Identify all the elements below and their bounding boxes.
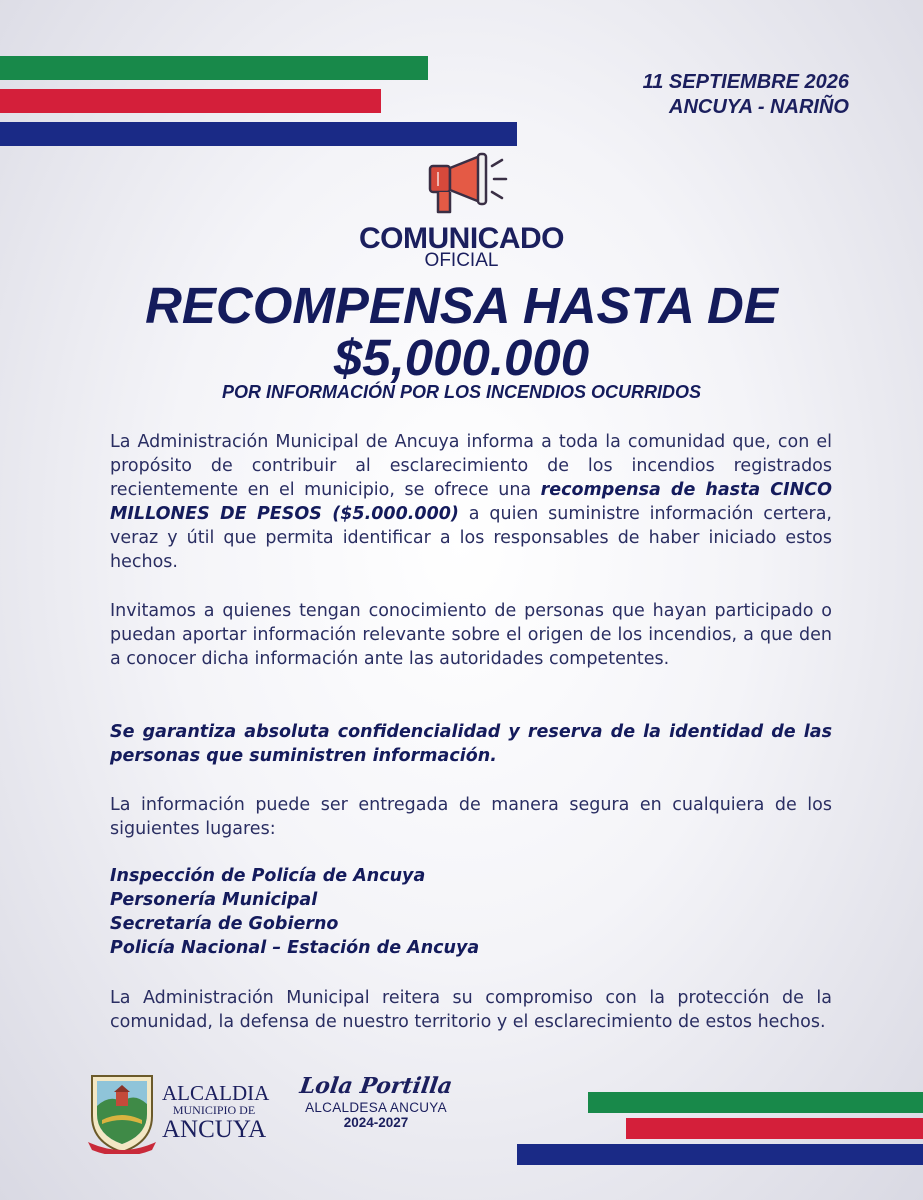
- bottom-stripe-red: [626, 1118, 923, 1139]
- municipal-shield-icon: [88, 1072, 156, 1154]
- megaphone-icon: [428, 152, 514, 218]
- reward-amount-text: recompensa de hasta CINCO MILLONES DE PESOS ($5.000.000): [110, 480, 832, 524]
- top-stripe-red: [0, 89, 381, 113]
- paragraph-1-end: a quien suministre información certera, veraz y útil que permita identificar a los responsables de haber iniciado estos hechos.: [110, 504, 832, 572]
- signature-term: 2024-2027: [343, 1115, 409, 1130]
- bottom-stripe-blue: [517, 1144, 923, 1165]
- date-location: [643, 70, 849, 120]
- list-item: Inspección de Policía de Ancuya: [110, 866, 426, 886]
- headline-subtitle: POR INFORMACIÓN POR LOS INCENDIOS OCURRIDOS: [221, 382, 702, 402]
- alcaldia-line-3: ANCUYA: [162, 1116, 267, 1143]
- signature-name: Lola Portilla: [298, 1073, 454, 1099]
- signature-role: ALCALDESA ANCUYA: [305, 1100, 447, 1115]
- headline-line-1: RECOMPENSA HASTA DE: [145, 277, 778, 334]
- top-stripe-blue: [0, 122, 517, 146]
- alcaldia-logo-text: [162, 1081, 270, 1143]
- alcaldia-line-1: ALCALDIA: [162, 1081, 270, 1105]
- locations-list: [110, 864, 479, 960]
- paragraph-commitment: La Administración Municipal reitera su compromiso con la protección de la comunidad, la defensa de nuestro territorio y el esclarecimiento de estos hechos.: [110, 988, 832, 1032]
- comunicado-title: COMUNICADO: [359, 222, 564, 255]
- comunicado-badge: [0, 222, 923, 270]
- location: ANCUYA - NARIÑO: [669, 96, 849, 118]
- headline-amount: $5,000.000: [333, 329, 590, 386]
- paragraph-announcement: [110, 430, 832, 574]
- paragraph-1-start: La Administración Municipal de Ancuya informa a toda la comunidad que, con el propósito de contribuir al esclarecimiento de los incendios registrados recientemente en el municipio, se ofrece una: [110, 432, 832, 500]
- comunicado-subtitle: OFICIAL: [424, 250, 499, 271]
- paragraph-confidentiality: Se garantiza absoluta confidencialidad y reserva de la identidad de las personas que suministren información.: [110, 722, 832, 766]
- headline: [0, 277, 923, 386]
- signature-block: [286, 1072, 466, 1130]
- list-item: Personería Municipal: [110, 890, 318, 910]
- top-stripe-green: [0, 56, 428, 80]
- alcaldia-line-2: MUNICIPIO DE: [172, 1103, 256, 1117]
- bottom-stripe-green: [588, 1092, 923, 1113]
- paragraph-invitation: Invitamos a quienes tengan conocimiento de personas que hayan participado o puedan aportar información relevante sobre el origen de los incendios, a que den a conocer dicha información ante las autoridades competentes.: [110, 601, 832, 669]
- list-item: Policía Nacional – Estación de Ancuya: [110, 938, 480, 958]
- paragraph-locations-intro: La información puede ser entregada de manera segura en cualquiera de los siguientes lugares:: [110, 795, 832, 839]
- list-item: Secretaría de Gobierno: [110, 914, 339, 934]
- date: 11 SEPTIEMBRE 2026: [642, 71, 849, 93]
